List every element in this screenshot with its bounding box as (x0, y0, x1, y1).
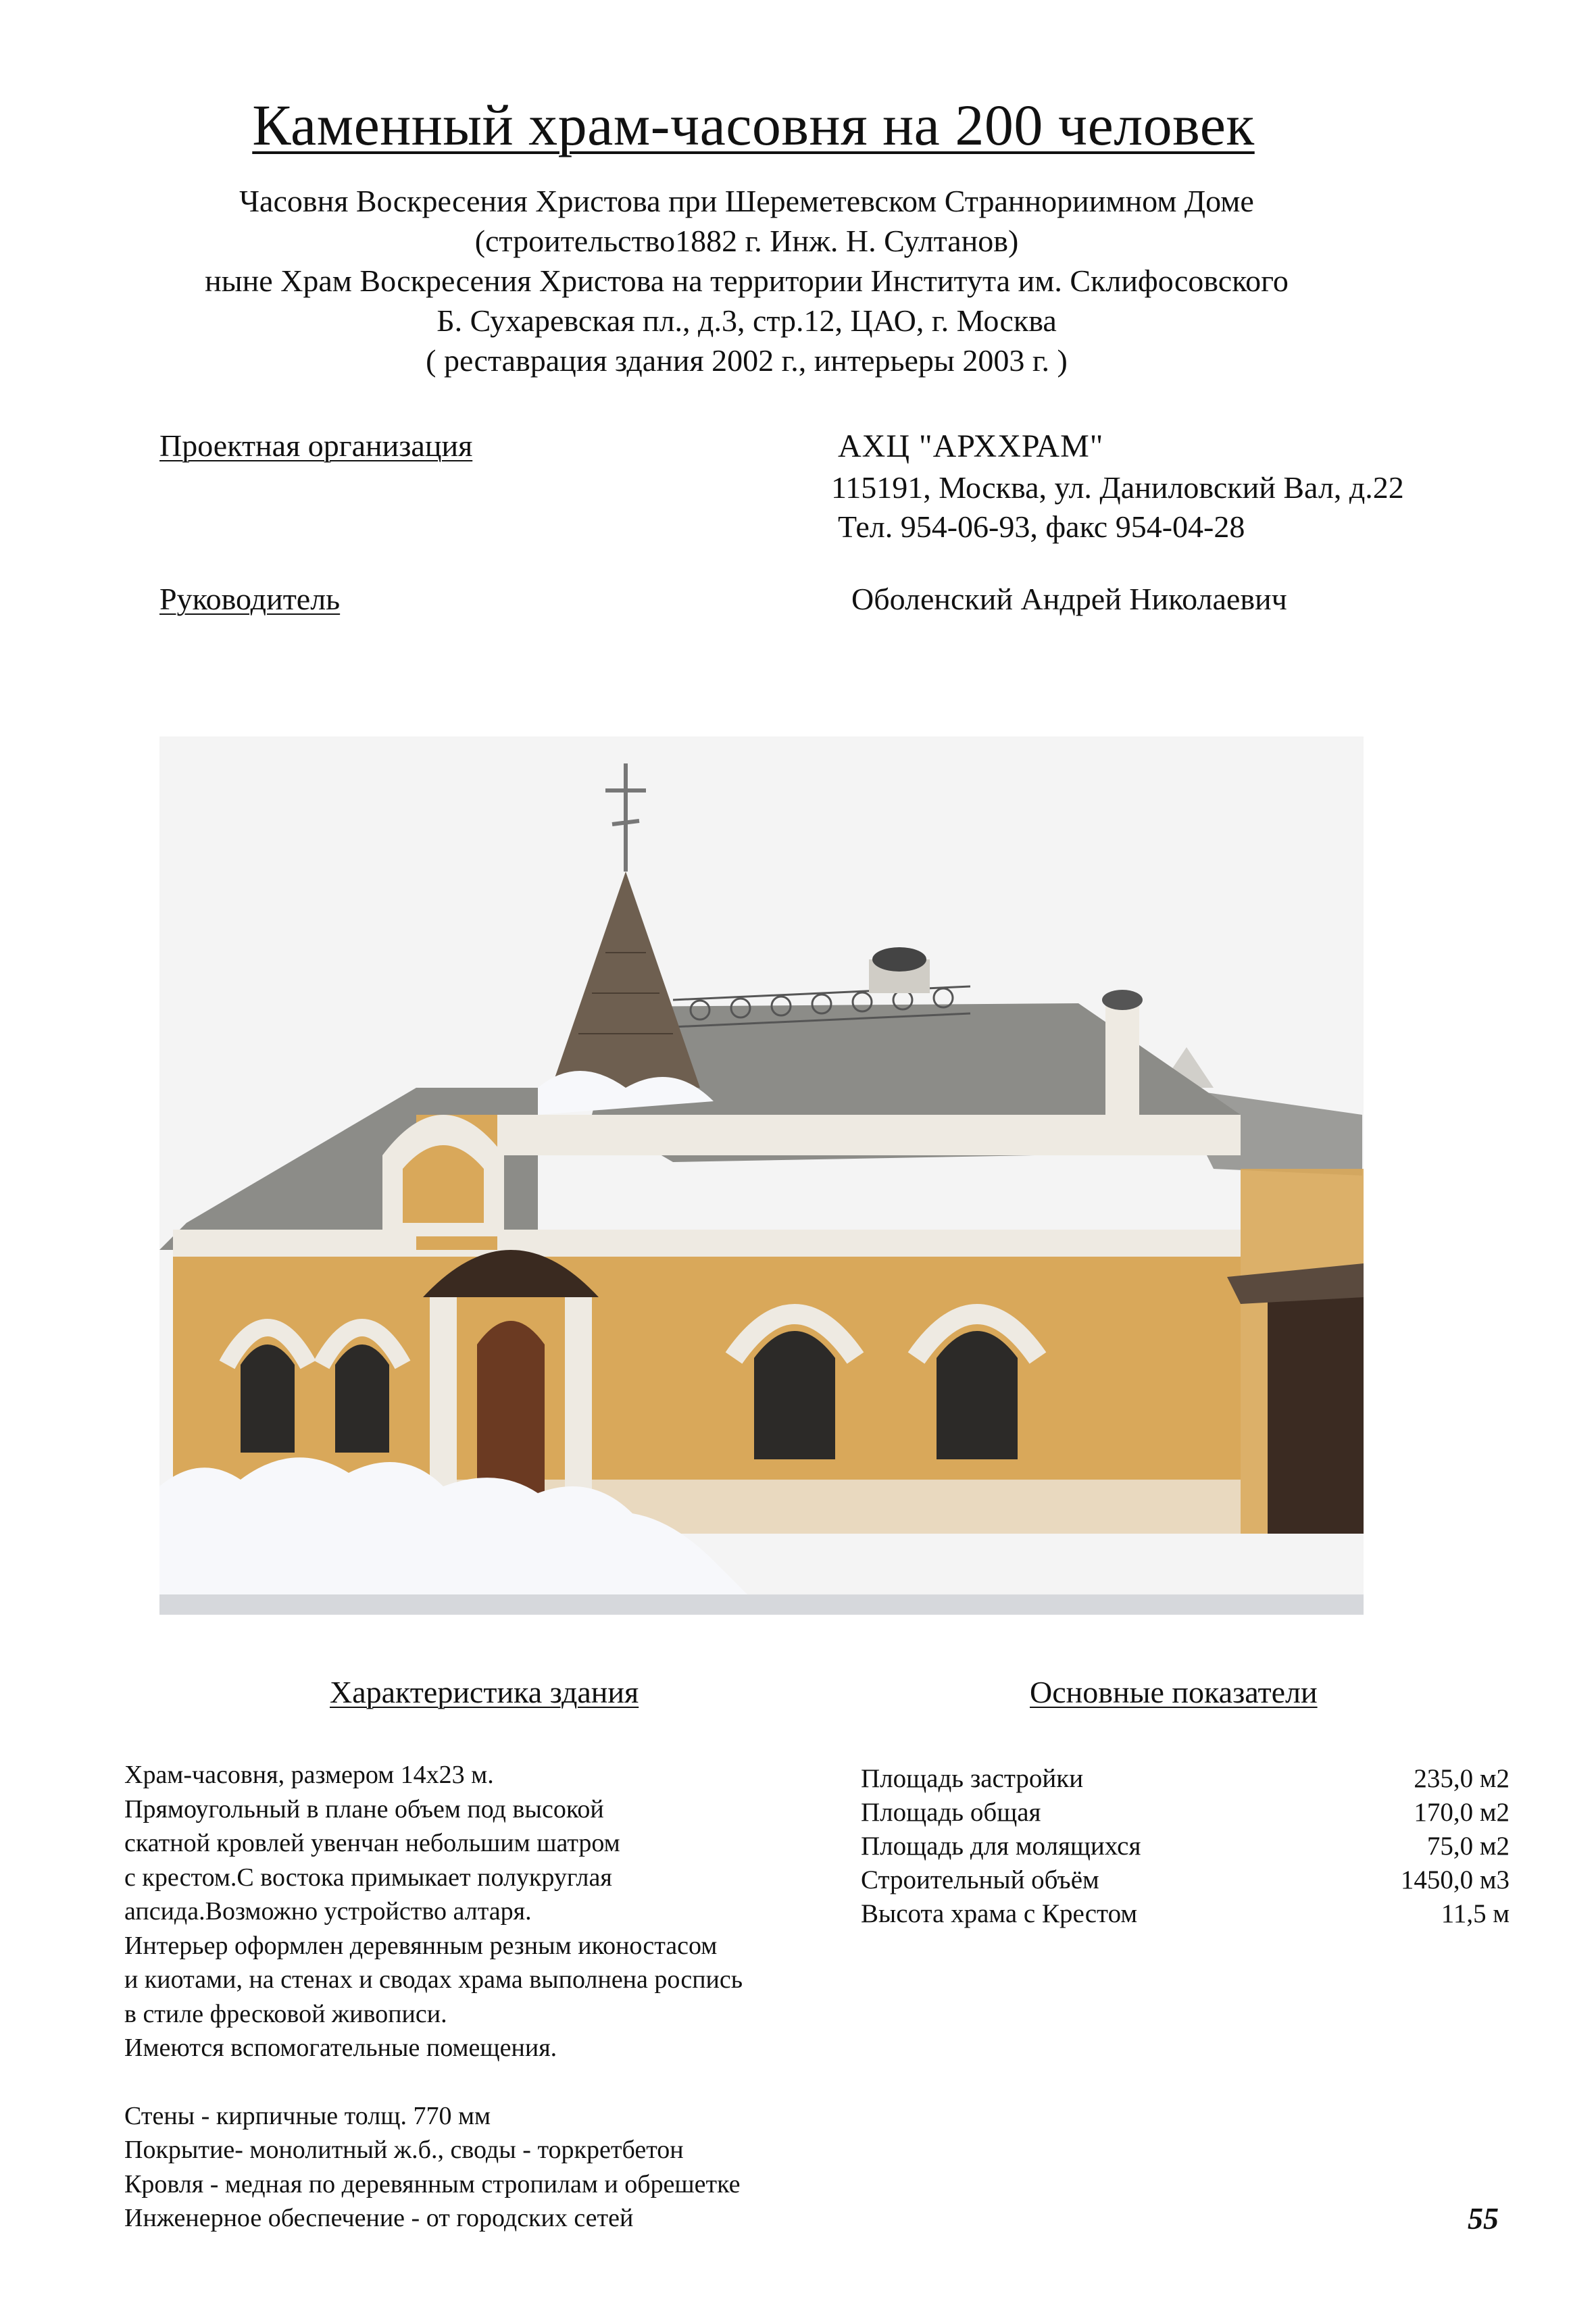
description-line: скатной кровлей увенчан небольшим шатром (124, 1829, 620, 1857)
organization-name: АХЦ "АРХХРАМ" (838, 428, 1104, 464)
indicator-row (861, 1762, 1510, 1796)
window (754, 1331, 835, 1459)
indicator-row (861, 1897, 1510, 1931)
indicator-label: Площадь для молящихся (861, 1832, 1141, 1861)
indicators-table (861, 1762, 1510, 1931)
leader-label: Руководитель (159, 582, 341, 616)
subtitle-line: Б. Сухаревская пл., д.3, стр.12, ЦАО, г. Москва (437, 303, 1057, 338)
subtitle-line: ныне Храм Воскресения Христова на территории Института им. Склифосовского (205, 263, 1289, 298)
cornice (173, 1230, 1241, 1257)
description-line: и киотами, на стенах и сводах храма выполнена роспись (124, 1965, 743, 1994)
subtitle-block (0, 181, 1493, 380)
indicator-value: 170,0 м2 (1414, 1798, 1510, 1827)
indicator-value: 1450,0 м3 (1400, 1865, 1510, 1894)
construction-line: Инженерное обеспечение - от городских сетей (124, 2204, 634, 2232)
construction-line: Покрытие- монолитный ж.б., своды - торкретбетон (124, 2136, 684, 2164)
page-number: 55 (1468, 2201, 1499, 2236)
description-line: Имеются вспомогательные помещения. (124, 2034, 557, 2062)
characteristics-heading: Характеристика здания (330, 1675, 639, 1709)
leader-name: Оболенский Андрей Николаевич (851, 582, 1287, 616)
indicator-label: Высота храма с Крестом (861, 1899, 1138, 1928)
upper-cornice (484, 1115, 1241, 1155)
indicator-row (861, 1796, 1510, 1830)
indicator-label: Строительный объём (861, 1865, 1099, 1894)
side-entrance (1268, 1290, 1364, 1534)
indicator-label: Площадь общая (861, 1798, 1041, 1827)
window (937, 1331, 1018, 1459)
subtitle-line: Часовня Воскресения Христова при Шереметевском Страннориимном Доме (239, 184, 1254, 218)
paragraph-gap (124, 2065, 895, 2099)
construction-line: Стены - кирпичные толщ. 770 мм (124, 2101, 491, 2130)
window (241, 1344, 295, 1453)
organization-phone: Тел. 954-06-93, факс 954-04-28 (838, 509, 1245, 544)
chimney (1105, 1000, 1139, 1115)
cupola-dome (872, 947, 926, 972)
indicator-row (861, 1830, 1510, 1863)
indicators-heading: Основные показатели (1030, 1675, 1318, 1709)
indicator-value: 235,0 м2 (1414, 1764, 1510, 1793)
indicator-label: Площадь застройки (861, 1764, 1084, 1793)
organization-label: Проектная организация (159, 428, 473, 463)
description-line: Интерьер оформлен деревянным резным иконостасом (124, 1931, 718, 1960)
organization-address: 115191, Москва, ул. Даниловский Вал, д.22 (831, 470, 1404, 505)
indicator-row (861, 1863, 1510, 1897)
description-line: Храм-часовня, размером 14х23 м. (124, 1761, 494, 1789)
gable-niche (403, 1145, 484, 1223)
characteristics-text (124, 1758, 895, 2236)
church-photo (159, 736, 1364, 1615)
page-title: Каменный храм-часовня на 200 человек (252, 93, 1255, 157)
description-line: в стиле фресковой живописи. (124, 1999, 447, 2028)
chimney-cap (1102, 990, 1143, 1010)
subtitle-line: ( реставрация здания 2002 г., интерьеры 2003 г. ) (426, 343, 1068, 378)
description-line: Прямоугольный в плане объем под высокой (124, 1794, 604, 1823)
indicator-value: 75,0 м2 (1426, 1832, 1510, 1861)
indicator-value: 11,5 м (1441, 1899, 1510, 1928)
ground (159, 1594, 1364, 1615)
subtitle-line: (строительство1882 г. Инж. Н. Султанов) (474, 224, 1019, 258)
description-line: с крестом.С востока примыкает полукруглая (124, 1863, 612, 1892)
church-illustration (159, 736, 1364, 1615)
construction-line: Кровля - медная по деревянным стропилам и обрешетке (124, 2169, 741, 2198)
description-line: апсида.Возможно устройство алтаря. (124, 1897, 532, 1926)
window (335, 1344, 389, 1453)
